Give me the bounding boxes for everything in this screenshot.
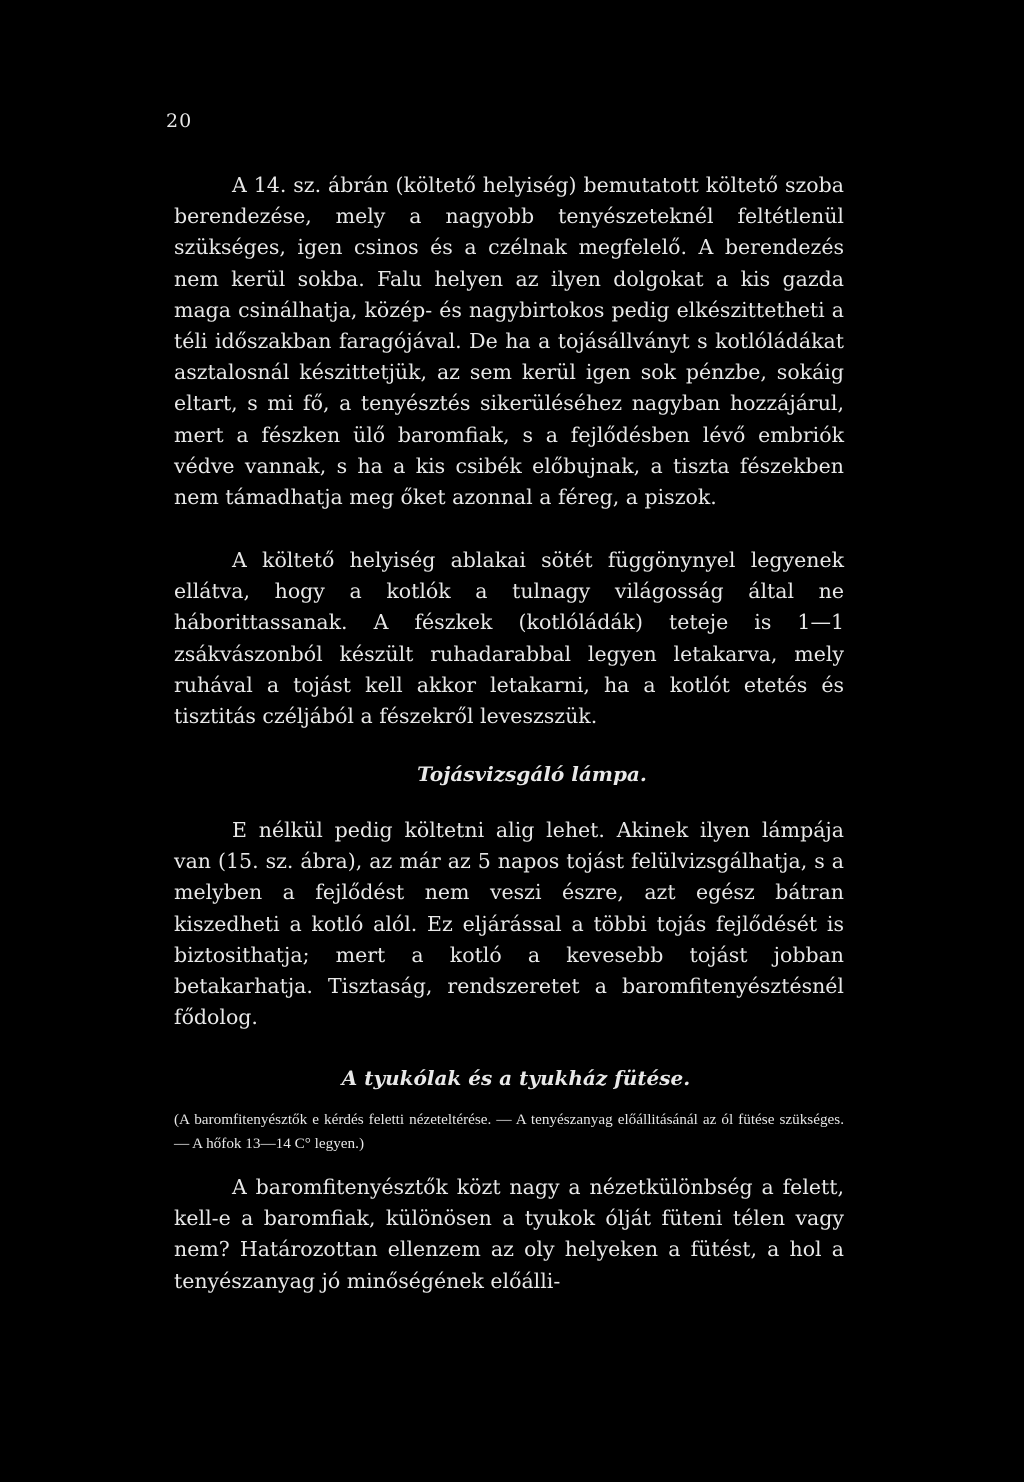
paragraph-4: A baromfitenyésztők közt nagy a nézetkülönbség a felett, kell-e a baromfiak, különösen a tyukok ólját füteni télen vagy nem? Határozottan ellenzem az oly helyeken a fütést, a hol a tenyészanyag jó minőségének előálli- [174, 1175, 844, 1293]
paragraph-3: E nélkül pedig költetni alig lehet. Akinek ilyen lámpája van (15. sz. ábra), az már az 5 napos tojást felülvizsgálhatja, s a melyben a fejlődést nem veszi észre, azt egész bátran kiszedheti a kotló alól. Ez eljárással a többi tojás fejlődését is biztosithatja; mert a kotló a kevesebb tojást jobban betakarhatja. Tisztaság, rendszeretet a baromfitenyésztésnél fődolog. [174, 818, 844, 1030]
section-summary-note: (A baromfitenyésztők e kérdés feletti nézeteltérése. — A tenyészanyag előállitásánál az ól fütése szükséges. — A hőfok 13—14 C° legyen.) [174, 1111, 844, 1152]
paragraph-1: A 14. sz. ábrán (költető helyiség) bemutatott költető szoba berendezése, mely a nagyobb tenyészeteknél feltétlenül szükséges, igen csinos és a czélnak megfelelő. A berendezés nem kerül sokba. Falu helyen az ilyen dolgokat a kis gazda maga csinálhatja, közép- és nagybirtokos pedig elkészittetheti a téli időszakban faragójával. De ha a tojásállványt s kotlóládákat asztalosnál készittetjük, az sem kerül igen sok pénzbe, sokáig eltart, s mi fő, a tenyésztés sikerüléséhez nagyban hozzájárul, mert a fészken ülő baromfiak, s a fejlődésben lévő embriók védve vannak, s ha a kis csibék előbujnak, a tiszta fészekben nem támadhatja meg őket azonnal a féreg, a piszok. [174, 173, 844, 510]
section-heading-heating: A tyukólak és a tyukház fütése. [341, 1066, 691, 1090]
paragraph-2: A költető helyiség ablakai sötét függönynyel legyenek ellátva, hogy a kotlók a tulnagy világosság által ne háborittassanak. A fészkek (kotlóládák) teteje is 1—1 zsákvászonból készült ruhadarabbal legyen letakarva, mely ruhával a tojást kell akkor letakarni, ha a kotlót etetés és tisztitás czéljából a fészekről leveszszük. [174, 548, 844, 729]
page-number: 20 [166, 110, 193, 132]
section-heading-egg-lamp: Tojásvizsgáló lámpa. [417, 762, 647, 786]
